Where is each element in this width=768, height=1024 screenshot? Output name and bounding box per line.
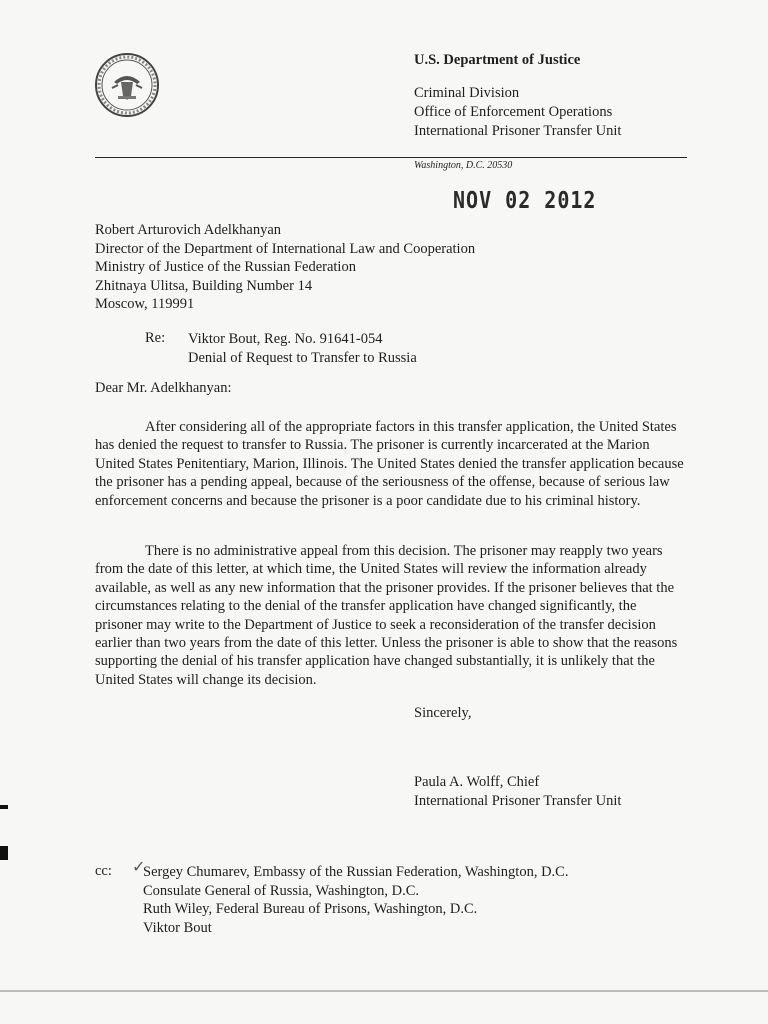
salutation: Dear Mr. Adelkhanyan: <box>95 380 232 396</box>
check-mark-icon: ✓ <box>132 859 146 876</box>
re-line-1: Viktor Bout, Reg. No. 91641-054 <box>188 331 383 347</box>
cc-recipient: Viktor Bout <box>143 919 212 936</box>
recipient-address <box>95 221 475 314</box>
cc-recipient: Sergey Chumarev, Embassy of the Russian Federation, Washington, D.C. <box>143 864 569 880</box>
cc-label: cc: <box>95 863 112 879</box>
signature-block <box>414 773 621 810</box>
unit-name: International Prisoner Transfer Unit <box>414 123 622 139</box>
closing: Sincerely, <box>414 705 472 721</box>
recipient-line: Moscow, 119991 <box>95 296 195 312</box>
cc-list <box>143 863 568 937</box>
signatory-title: International Prisoner Transfer Unit <box>414 792 622 809</box>
office-name: Office of Enforcement Operations <box>414 104 613 120</box>
recipient-line: Zhitnaya Ulitsa, Building Number 14 <box>95 277 313 294</box>
date-stamp: NOV 02 2012 <box>453 186 597 214</box>
cc-recipient: Consulate General of Russia, Washington, D.C. <box>143 882 420 899</box>
recipient-line: Ministry of Justice of the Russian Federation <box>95 259 356 275</box>
scan-bottom-edge <box>0 990 768 992</box>
body-paragraph-1: After considering all of the appropriate factors in this transfer application, the United States has denied the request to transfer to Russia. The prisoner is currently incarcerated at the Marion United States Penitentiary, Marion, Illinois. The United States denied the transfer application because the prisoner has a pending appeal, because of the seriousness of the offense, because of serious law enforcement concerns and because the prisoner is a poor candidate due to his criminal history. <box>95 419 684 509</box>
recipient-line: Director of the Department of International Law and Cooperation <box>95 240 476 257</box>
signatory-name: Paula A. Wolff, Chief <box>414 774 540 790</box>
recipient-line: Robert Arturovich Adelkhanyan <box>95 222 282 238</box>
body-paragraph-2: There is no administrative appeal from this decision. The prisoner may reapply two years from the date of this letter, at which time, the United States will review the information already available, as well as any new information that the prisoner provides. If the prisoner believes that the circumstances relating to the denial of the transfer application have changed significantly, the prisoner may write to the Department of Justice to seek a reconsideration of the transfer decision earlier than two years from the date of this letter. Unless the prisoner is able to show that the reasons supporting the denial of his transfer application have changed substantially, it is unlikely that the United States will change its decision. <box>95 543 678 688</box>
scan-edge-mark <box>0 805 8 809</box>
letterhead-divider <box>95 157 687 158</box>
letterhead <box>414 51 621 141</box>
doj-seal-icon <box>94 52 160 118</box>
agency-name: U.S. Department of Justice <box>414 52 581 68</box>
re-line-2: Denial of Request to Transfer to Russia <box>188 349 417 366</box>
re-subject <box>188 330 417 367</box>
cc-recipient: Ruth Wiley, Federal Bureau of Prisons, Washington, D.C. <box>143 901 478 917</box>
scan-edge-mark <box>0 846 8 860</box>
re-label: Re: <box>145 330 166 346</box>
letterhead-location: Washington, D.C. 20530 <box>414 160 513 171</box>
division-name: Criminal Division <box>414 85 520 101</box>
